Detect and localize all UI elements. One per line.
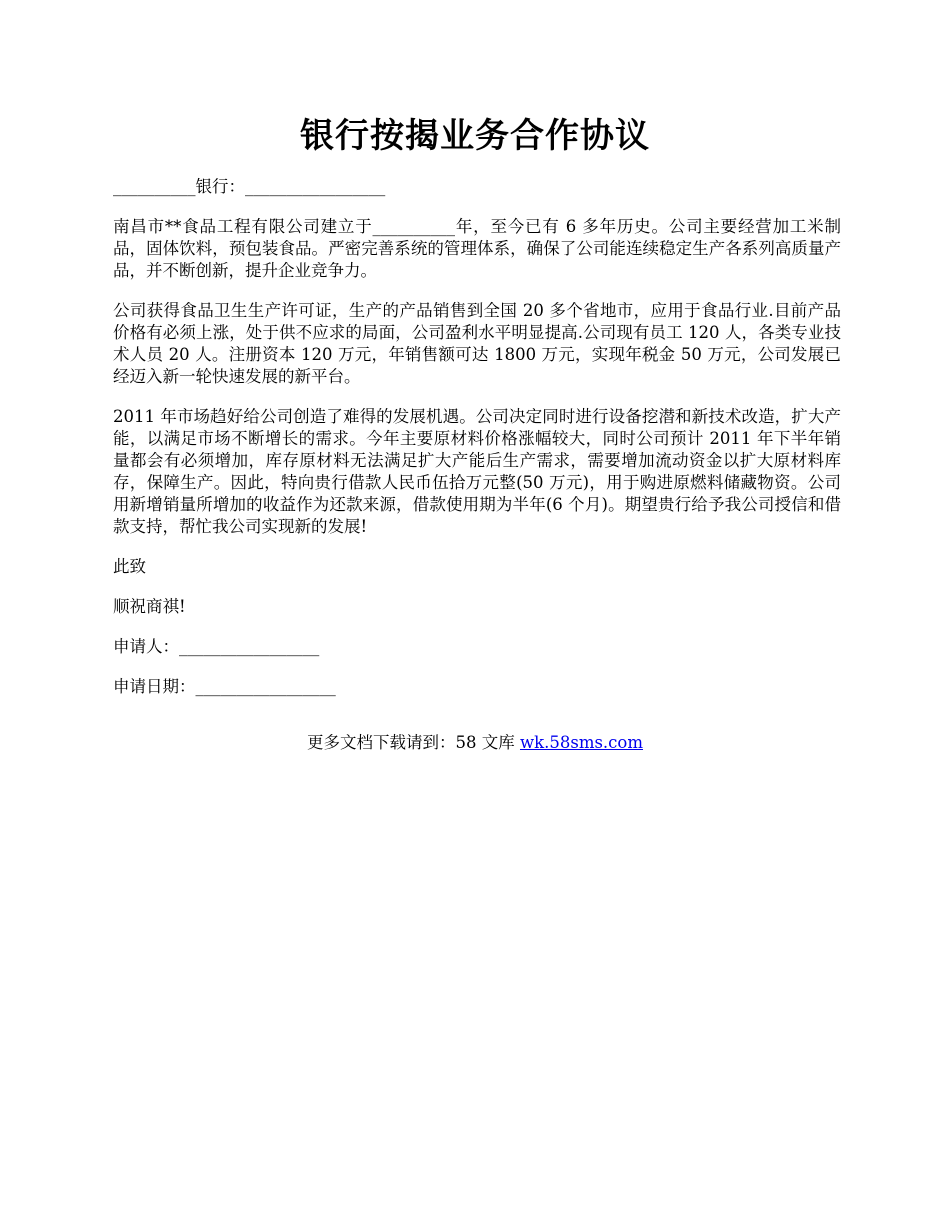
applicant-blank: _________________ (179, 637, 320, 656)
paragraph-loan-request: 2011 年市场趋好给公司创造了难得的发展机遇。公司决定同时进行设备挖潜和新技术改造，扩大产能，以满足市场不断增长的需求。今年主要原材料价格涨幅较大，同时公司预计 2011 年下半年销量都会有必须增加，库存原材料无法满足扩大产能后生产需求，需要增加流动资金以扩大原材料库存，保障生产。因此，特向贵行借款人民币伍拾万元整(50 万元)，用于购进原燃料储藏物资。公司用新增销量所增加的收益作为还款来源，借款使用期为半年(6 个月)。期望贵行给予我公司授信和借款支持，帮忙我公司实现新的发展! (113, 407, 841, 536)
footer-text: 更多文档下载请到：58 文库 (306, 733, 520, 752)
applicant-line (113, 636, 841, 658)
bank-prefix-blank: __________ (113, 177, 196, 196)
bank-label: 银行： (195, 177, 245, 196)
closing-greeting: 顺祝商祺! (113, 597, 186, 616)
download-footer (0, 732, 950, 754)
paragraph-company-status: 公司获得食品卫生生产许可证，生产的产品销售到全国 20 多个省地市，应用于食品行业.目前产品价格有必须上涨，处于供不应求的局面，公司盈利水平明显提高.公司现有员工 120 人，各类专业技术人员 20 人。注册资本 120 万元，年销售额可达 1800 万元，实现年税金 50 万元，公司发展已经迈入新一轮快速发展的新平台。 (113, 301, 841, 386)
closing-ci-zhi: 此致 (113, 557, 146, 576)
footer-link[interactable]: wk.58sms.com (519, 733, 643, 752)
paragraph-company-intro: 南昌市**食品工程有限公司建立于__________年，至今已有 6 多年历史。公司主要经营加工米制品，固体饮料，预包装食品。严密完善系统的管理体系，确保了公司能连续稳定生产各系列高质量产品，并不断创新，提升企业竞争力。 (113, 217, 841, 280)
bank-name-blank: _________________ (245, 177, 386, 196)
salutation-line (113, 176, 841, 198)
date-blank: _________________ (195, 677, 336, 696)
document-body (113, 176, 841, 716)
document-title: 银行按揭业务合作协议 (300, 116, 650, 156)
applicant-label: 申请人： (113, 637, 179, 656)
date-label: 申请日期： (113, 677, 196, 696)
date-line (113, 676, 841, 698)
